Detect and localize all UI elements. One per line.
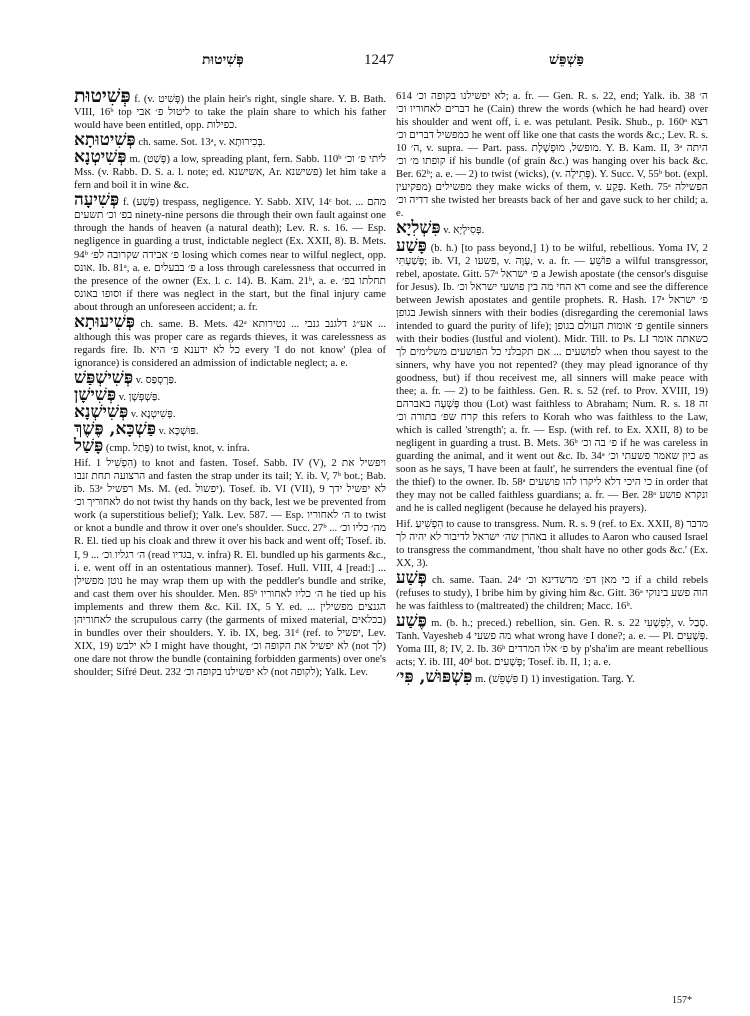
dictionary-entry (74, 311, 386, 370)
signature-mark: 157* (672, 995, 692, 1006)
entry-text: m. (פִּשְׁפֵּשׁ I) 1) investigation. Targ. Y. (475, 674, 635, 686)
entry-text: f. (v. פְּשִׁיט) the plain heir's right, single share. Y. B. Bath. VIII, 16ᵇ top ליטול פ׳ אבי to take the plain share to which his father would have been entitled, opp. כפילות. (74, 94, 386, 132)
entry-headword: פַּשְׁכָּא, פֶּשֶׁךְ (74, 419, 156, 440)
entry-text: m. (b. h.; preced.) rebellion, sin. Gen. R. s. 22 לִפְשָׁעִי, v. סָבַל. Tanh. Vayesheb 4 מה פשעי what wrong have I done?; a. e. — Pl. פְּשָׁעִים. Yoma III, 8; IV, 2. Ib. 36ᵇ פ׳ אלו המרדים by p'sha'im are meant rebellious acts; Y. ib. III, 40ᵈ bot. פְּשָׁעִים; Tosef. ib. II, 1; a. e. (396, 617, 709, 668)
dictionary-entry (74, 190, 387, 313)
entry-headword: פָּשַׁע (396, 235, 427, 256)
entry-text: 614 לא יפשילנו בקופה וכ׳; a. fr. — Gen. R. s. 22, end; Yalk. ib. 38 ה׳ דברים לאחוריו וכ׳ he (Cain) threw the words (which he had heard) over his shoulder and went off, i. e. was petulant. Pesik. Shub., p. 160ᵃ רצא כמפשיל דברים וכ׳ he went off like one that casts the words &c.; Lev. R. s. 10 ה׳, v. supra. — Part. pass. מופשל, מוּפְשֶׁלֶת. Y. B. Kam. II, 3ᵃ היתה קופתו מ׳ וכ׳ if his bundle (of grain &c.) was hanging over his back &c. Ber. 62ᵇ; a. e. — 2) to twist (wicks), (v. פְּתִילָה). Y. Succ. V, 55ᵇ bot. (expl. מפשילים (מפקיעין they make wicks of them, v. פָּקַע. Keth. 75ᵃ הפשילה דדיה וכ׳ she twisted her breasts back of her and gave suck to her child; a. e. (396, 91, 709, 220)
left-column (74, 85, 387, 681)
dictionary-entry (396, 667, 708, 688)
right-column (396, 90, 708, 688)
entry-text: (b. h.) [to pass beyond,] 1) to be wilful, rebellious. Yoma IV, 2 פָּשַׁעְתִּי; ib. VI, 2 פשעו, v. עָוָה, v. a. fr. — פּוֹשֵׁעַ a wilful transgressor, rebel, apostate. Gitt. 57ᵃ פ׳ ישראל a Jewish apostate (the censor's disguise for Jesus). Ib. רא החי מה בין פושעי ישראל וכ׳ come and see the difference between Jewish apostates and gentile prophets. R. Hash. 17ᵃ פ׳ ישראל בגופן Jewish sinners with their bodies (disregarding the ceremonial laws intended to guard the purity of life); פ׳ אומות העולם בגופן gentile sinners with their bodies (lustful and violent). Midr. Till. to Ps. LI כשאתה אומר לפושעים ... אם תקבלני כל הפושעים משלימים לך when thou sayest to the sinners, why have you not repented? (they may plead ignorance of thy goodness, but) if thou receivest me, all sinners will make peace with thee; a. fr. — 2) to be faithless. Gen. R. s. 52 (ref. to Prov. XVIII, 19) פָּשְׁעָה באברהם thou (Lot) wast faithless to Abraham; Num. R. s. 18 זה קרח שפ׳ בתורה וכ׳ this refers to Korah who was faithless to the Law, which is called 'strength'; a. fr. — Esp. (with ref. to Ex. XXII, 8) to be negligent in guarding a trust. B. Mets. 36ᵇ פ׳ בה וכ׳ if he was careless in guarding the animal, and it went out &c. Ib. 34ᵃ כיון שאמר פשעתי וכ׳ as soon as he says, 'I have been at fault', he surrenders the eventual fine (of the thief) to the owner. Ib. 58ᵃ כי היכי דלא ליקרו להו פושעים in order that they may not be called faithless guardians; a. fr. — Ber. 28ᵃ ונקרא פושע and he is called negligent (because he delayed his prayers). (396, 242, 709, 515)
header-right-word: פַּשְׁפֵּשׁ (548, 52, 584, 68)
header-left-word: פְּשִׁיטוּת (202, 52, 244, 68)
dictionary-entry (396, 567, 708, 613)
entry-headword: פְּשִׁישְׁפַּשׁ (74, 367, 134, 388)
dictionary-entry (74, 419, 386, 440)
dictionary-entry (74, 367, 386, 388)
entry-text: v. פְּסִילְיָא. (443, 225, 485, 237)
entry-text: ch. same. Taan. 24ᵃ כי מאן דפ׳ מדשדינא וכ׳ if a child rebels (refuses to study), I bribe him by giving him &c. Gitt. 36ᵃ הוה פשע בינוקי he was faithless to (maltreated) the children; Macc. 16ᵇ. (396, 574, 708, 612)
page-number: 1247 (364, 52, 394, 68)
entry-headword: פְּשִׁיעוּתָא (74, 311, 135, 332)
entry-headword: פְּשִׁיטוּת (74, 85, 131, 107)
dictionary-entry (74, 85, 386, 132)
entry-text: (cmp. פָּתַל) to twist, knot, v. infra. (105, 443, 250, 455)
entry-headword: פָּשַׁל (74, 436, 104, 457)
entry-text: v. פַּרְסְפַּס. (135, 374, 177, 386)
entry-headword: פְּשִׁישָׁן (74, 384, 117, 405)
dictionary-entry (74, 436, 386, 457)
dictionary-entry (396, 90, 708, 220)
entry-headword: פְּשִׁיטוּתָא (74, 130, 136, 151)
entry-text: v. פַּשְׁפְּשָׁן. (118, 391, 161, 403)
entry-headword: פְּשִׁיעָה (74, 190, 120, 211)
page-header (84, 52, 674, 72)
entry-text: Hif. הִפְשִׁיעַ to cause to transgress. Num. R. s. 9 (ref. to Ex. XXII, 8) מדבר באהרן שה׳ ישראל לדיבור לא יהיה לך it alludes to Aaron who caused Israel to transgress the commandment, 'thou shalt have no other gods &c.' (Ex. XX, 3). (396, 518, 709, 569)
entry-text: ch. same. Sot. 13ᵃ, v. בְּכִירוּתָא. (138, 137, 266, 149)
entry-text: v. פּוּשְׁכָּא. (158, 426, 199, 438)
dictionary-entry (396, 235, 709, 516)
entry-headword: פְּשַׁע (396, 567, 427, 588)
dictionary-entry (396, 218, 708, 239)
entry-headword: פִּשְׁפּוּשׁ, פִּי׳ (396, 667, 473, 688)
entry-text: Hif. הִפְשִׁיל 1) to knot and fasten. Tosef. Sabb. IV (V), 2 ויפשיל את הרצועה תחת זנבו and fasten the strap under its tail; Y. ib. V, 7ᵇ bot.; Bab. ib. 53ᵃ רפשיל Ms. M. (ed. יפשול). Tosef. ib. VI (VII), 9 לא יפשיל ידך לאחוריך וכ׳ do not twist thy hands on thy back, lest we be prevented from work (a superstitious belief); Yalk. Lev. 587. — Esp. ה׳ לאחוריו to twist or knot a bundle and throw it over one's shoulder. Succ. 27ᵇ ... מה׳ כליו וכ׳ R. El. tied up his cloak and threw it over his back and went off; Tosef. ib. I, 9 ... ה׳ רגליו וכ׳ (read בגדיו, v. infra) R. El. bundled up his garments &c., i. e. went off in an ostentatious manner). Tosef. Hull. VIII, 4 [read:] ... נוטן מפשילן he may wrap them up with the peddler's bundle and strike, and cast them over his shoulder. Men. 85ᵇ ה׳ כליו לאחוריו he tied up his implements and threw them &c. Kil. IX, 5 Y. ed. ... הגנצים מפשילין לאחוריהן the scrupulous carry (the garments of mixed material, בכלאים) in bundles over their shoulders. Y. ib. IX, beg. 31ᵈ (ref. to יפשיל, Lev. XIX, 19) לא ילבש I might have thought, לא יפשיל את הקופה וכ׳ (not לך) one dare not throw the bundle (containing forbidden garments) over one's shoulder; Sifré Deut. 232 לא יפשילנו בקופה וכ׳ (not לקופה); Yalk. Lev. (74, 458, 387, 678)
entry-headword: פְּשִׁישְׁנָא (74, 402, 129, 423)
entry-headword: פְּשִׁיטְנָא (74, 147, 127, 168)
entry-headword: פֶּשַׁע (396, 610, 427, 631)
dictionary-entry (396, 610, 709, 669)
dictionary-entry (74, 457, 386, 679)
entry-text: ch. same. B. Mets. 42ᵃ אע״ג דלגנב גנבי ... נטירותא ... although this was proper care as regards thieves, it was carelessness as regards fire. Ib. כל לא ידענא פ׳ היא every 'I do not know' (plea of ignorance) is considered an admission of indictable neglect; a. e. (74, 318, 386, 369)
dictionary-entry (74, 147, 386, 192)
entry-text: v. פְּשִׁיטְנָא. (130, 409, 176, 421)
entry-text: m. (פָּשַׁט) a low, spreading plant, fern. Sabb. 110ᵇ ליתי פ׳ וכ׳ Mss. (v. Rabb. D. S. a. l. note; ed. אשישנא, Ar. פשישנא) let him take a fern and boil it in wine &c. (74, 154, 386, 192)
entry-headword: פִּשְׁלִיָא (396, 218, 441, 239)
dictionary-entry (396, 518, 708, 570)
entry-text: f. (פָּשַׁע) trespass, negligence. Y. Sabb. XIV, 14ᶜ bot. ... מהם בפ׳ וכ׳ תשעים ninety-nine persons die through their own fault against one through the hands of heaven (a natural death); Lev. R. s. 16. — Esp. negligence in guarding a trust, indictable neglect (Ex. XXII, 8). B. Mets. 94ᵇ פ׳ אבידה שקרובה לפ׳ losing which comes near to wilful neglect, opp. אונס. Ib. 81ᵃ, a. e. פ׳ בבעלים a loss through carelessness that occurred in the presence of the owner (Ex. l. c. 14). B. Kam. 21ᵇ, a. e. תחלתו בפ׳ וסופו באונס if there was neglect in the start, but the final injury came about through an unforeseen accident; a. fr. (74, 197, 387, 313)
